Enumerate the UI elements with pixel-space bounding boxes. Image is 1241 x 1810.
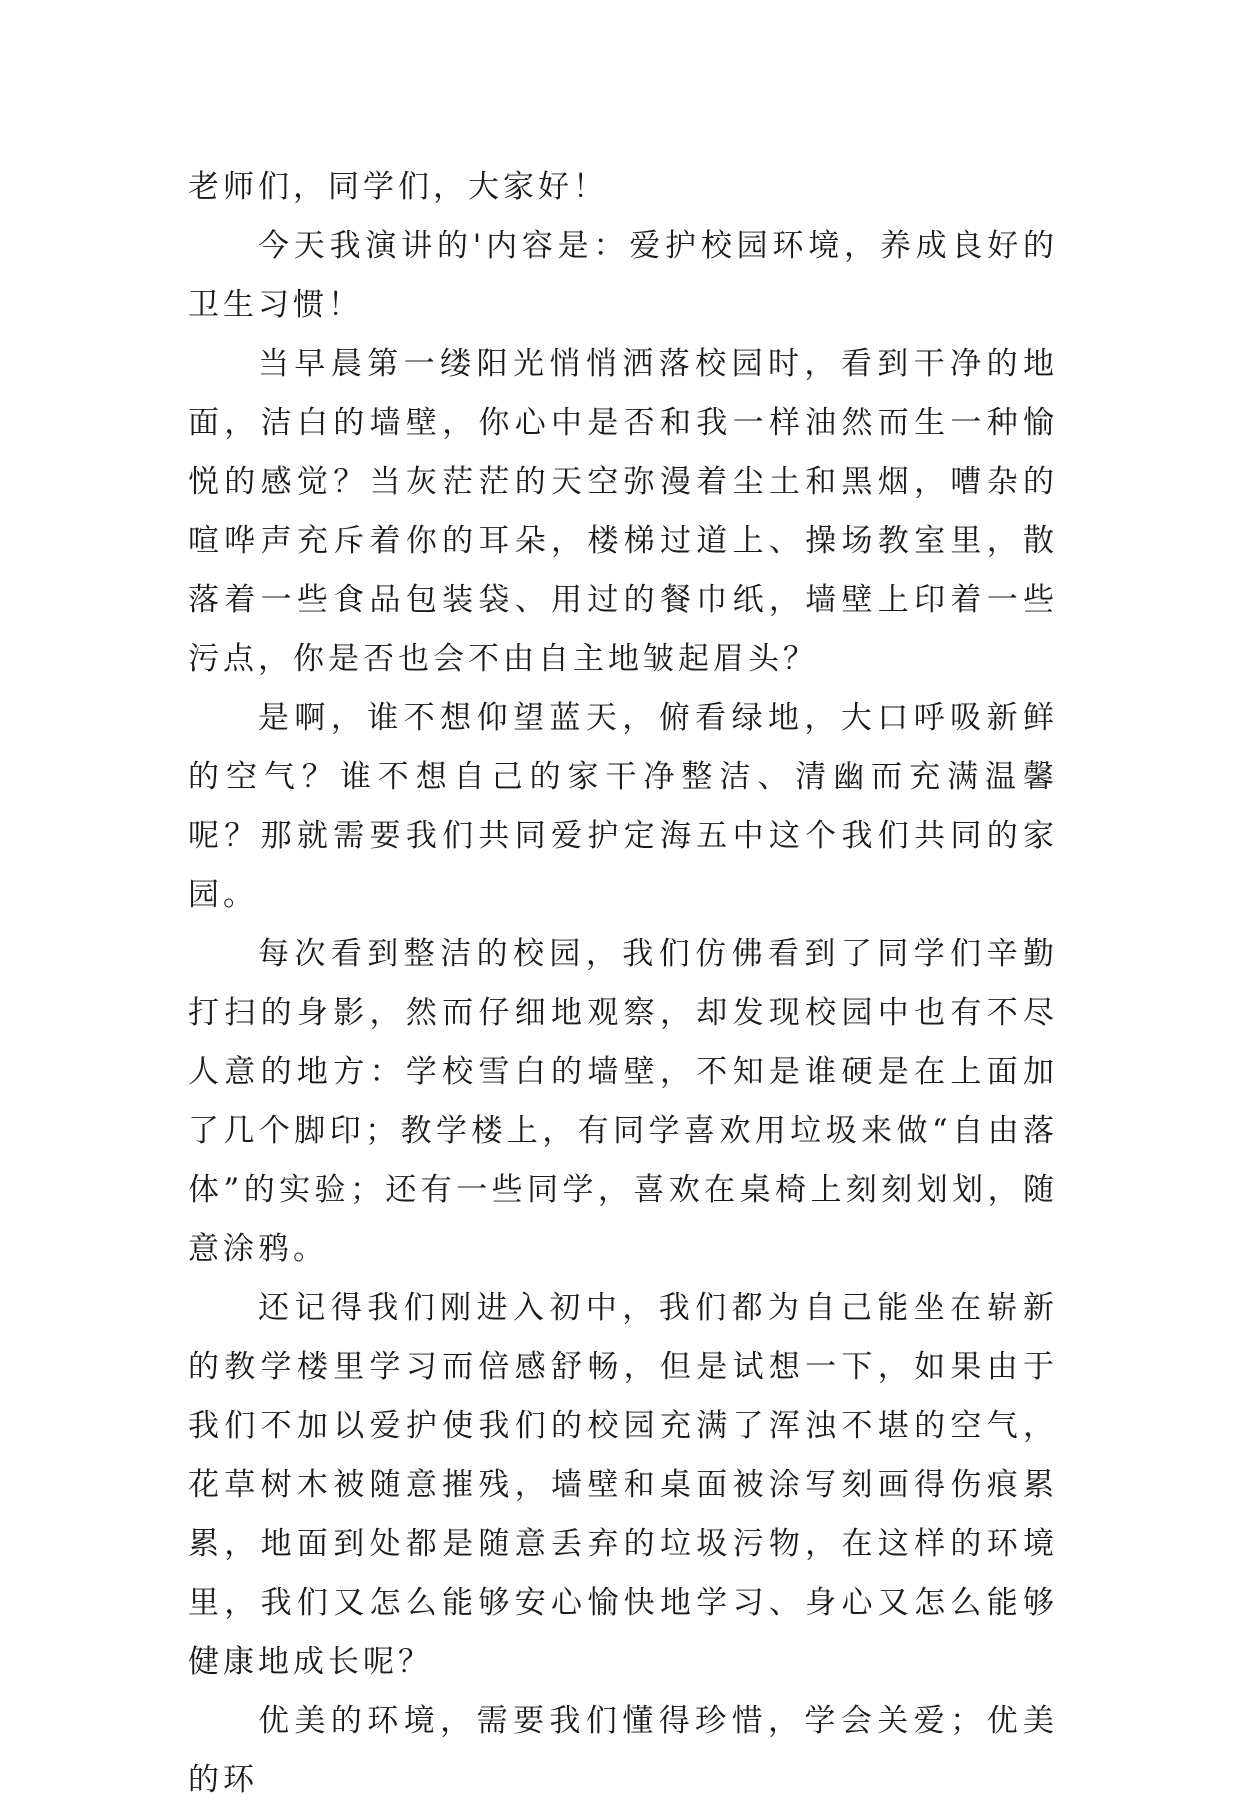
paragraph-topic: 今天我演讲的'内容是：爱护校园环境，养成良好的卫生习惯！	[188, 228, 1058, 323]
paragraph-closing-fragment: 优美的环境，需要我们懂得珍惜，学会关爱；优美的环	[188, 1703, 1058, 1798]
paragraph-reflection: 还记得我们刚进入初中，我们都为自己能坐在崭新的教学楼里学习而倍感舒畅，但是试想一下，如果由于我们不加以爱护使我们的校园充满了浑浊不堪的空气，花草树木被随意摧残，墙壁和桌面被涂写刻画得伤痕累累，地面到处都是随意丢弃的垃圾污物，在这样的环境里，我们又怎么能够安心愉快地学习、身心又怎么能够健康地成长呢？	[188, 1290, 1058, 1680]
paragraph-greeting: 老师们，同学们，大家好！	[188, 169, 608, 205]
speech-text-body	[188, 158, 1058, 1810]
paragraph-observations: 每次看到整洁的校园，我们仿佛看到了同学们辛勤打扫的身影，然而仔细地观察，却发现校园中也有不尽人意的地方：学校雪白的墙壁，不知是谁硬是在上面加了几个脚印；教学楼上，有同学喜欢用垃圾来做“自由落体”的实验；还有一些同学，喜欢在桌椅上刻刻划划，随意涂鸦。	[188, 936, 1058, 1267]
paragraph-shared-home: 是啊，谁不想仰望蓝天，俯看绿地，大口呼吸新鲜的空气？谁不想自己的家干净整洁、清幽而充满温馨呢？那就需要我们共同爱护定海五中这个我们共同的家园。	[188, 700, 1058, 913]
paragraph-morning-scene: 当早晨第一缕阳光悄悄洒落校园时，看到干净的地面，洁白的墙壁，你心中是否和我一样油然而生一种愉悦的感觉？当灰茫茫的天空弥漫着尘土和黑烟，嘈杂的喧哗声充斥着你的耳朵，楼梯过道上、操场教室里，散落着一些食品包装袋、用过的餐巾纸，墙壁上印着一些污点，你是否也会不由自主地皱起眉头？	[188, 346, 1058, 677]
